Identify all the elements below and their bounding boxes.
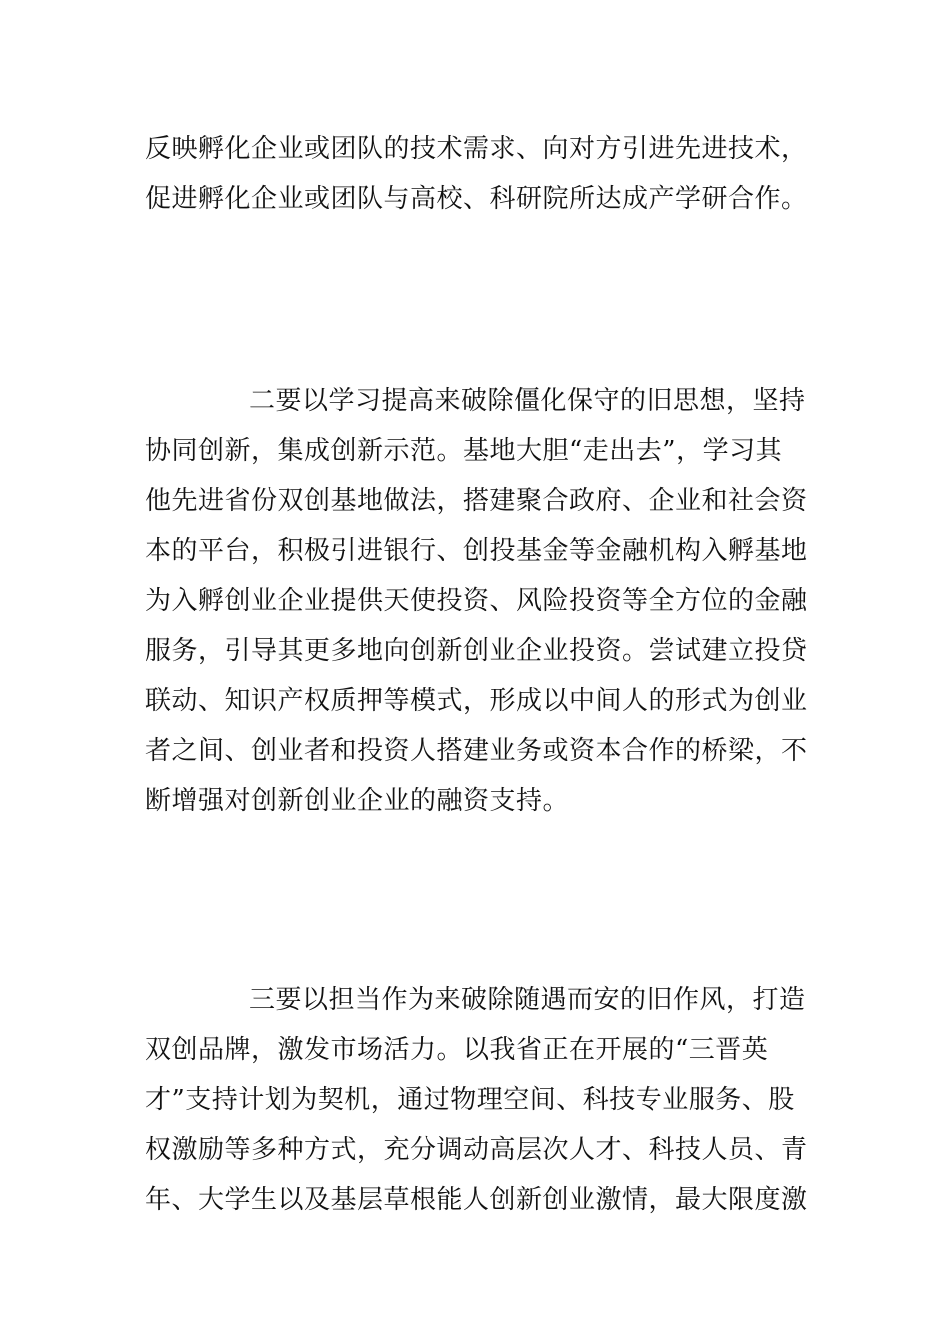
- text-line: 者之间、创业者和投资人搭建业务或资本合作的桥梁，不: [145, 736, 808, 766]
- paragraph-second-requirement: [145, 376, 810, 826]
- text-line: 年、大学生以及基层草根能人创新创业激情，最大限度激: [145, 1185, 808, 1215]
- text-line: 权激励等多种方式，充分调动高层次人才、科技人员、青: [145, 1135, 808, 1165]
- text-line: 他先进省份双创基地做法，搭建聚合政府、企业和社会资: [145, 486, 808, 516]
- text-line: 才”支持计划为契机，通过物理空间、科技专业服务、股: [145, 1085, 795, 1115]
- text-line: 反映孵化企业或团队的技术需求、向对方引进先进技术，: [145, 134, 808, 164]
- text-line: 促进孵化企业或团队与高校、科研院所达成产学研合作。: [145, 184, 808, 214]
- text-line: 本的平台，积极引进银行、创投基金等金融机构入孵基地: [145, 536, 808, 566]
- text-line: 协同创新，集成创新示范。基地大胆“走出去”，学习其: [145, 436, 783, 466]
- text-line: 为入孵创业企业提供天使投资、风险投资等全方位的金融: [145, 586, 808, 616]
- text-line: 三要以担当作为来破除随遇而安的旧作风，打造: [249, 985, 806, 1015]
- text-line: 断增强对创新创业企业的融资支持。: [145, 786, 570, 816]
- text-line: 双创品牌，激发市场活力。以我省正在开展的“三晋英: [145, 1035, 769, 1065]
- text-line: 二要以学习提高来破除僵化保守的旧思想，坚持: [249, 386, 806, 416]
- text-line: 服务，引导其更多地向创新创业企业投资。尝试建立投贷: [145, 636, 808, 666]
- paragraph-incubation-cooperation: [145, 124, 810, 224]
- text-line: 联动、知识产权质押等模式，形成以中间人的形式为创业: [145, 686, 808, 716]
- paragraph-third-requirement: [145, 975, 810, 1225]
